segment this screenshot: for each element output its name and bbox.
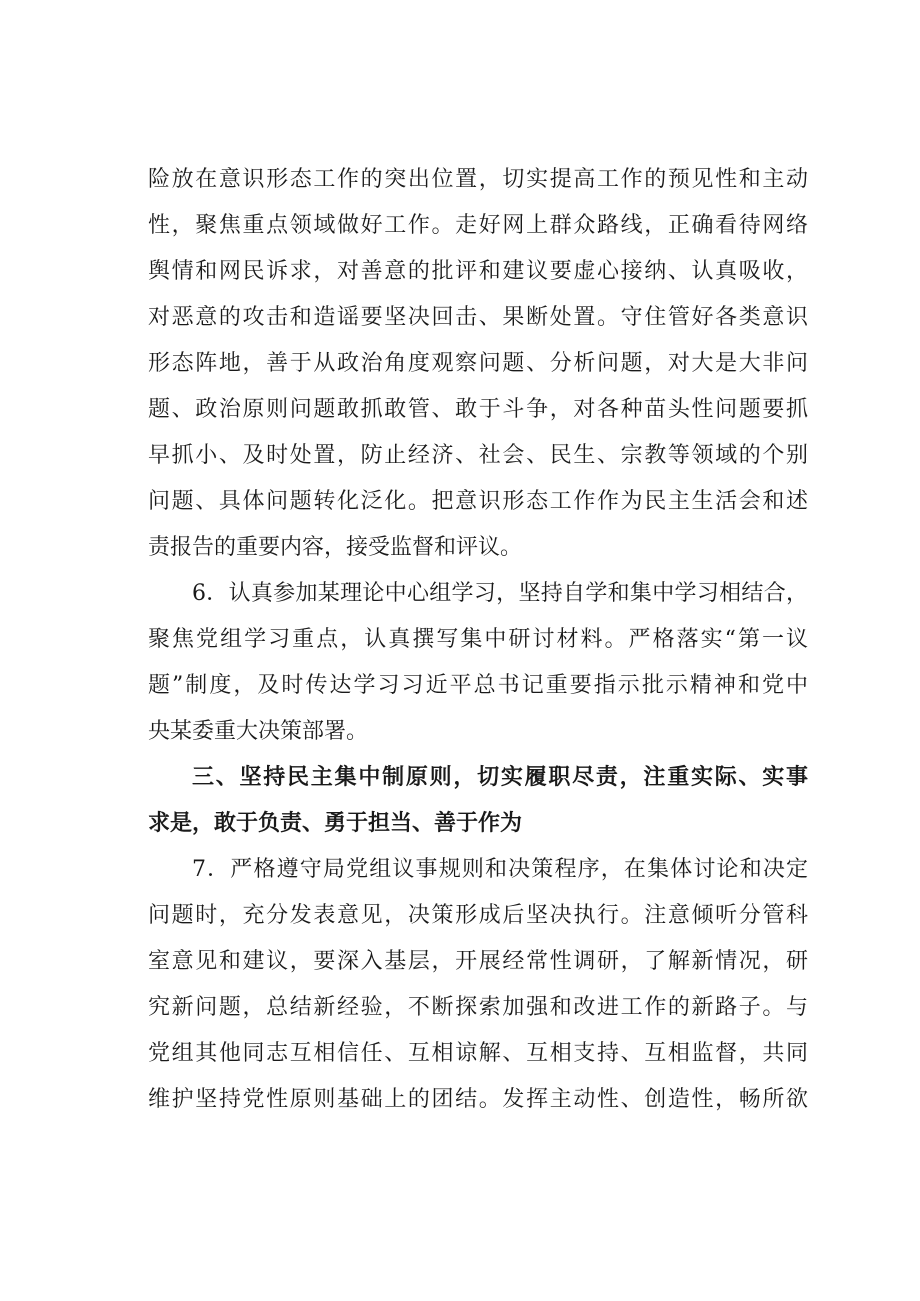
text-line: 央某委重大决策部署。 [148,719,369,744]
text-line: 究新问题，总结新经验，不断探索加强和改进工作的新路子。与 [148,995,808,1020]
paragraph-item-7 [148,847,808,1123]
text-line: 对恶意的攻击和造谣要坚决回击、果断处置。守住管好各类意识 [148,305,808,330]
text-line: 险放在意识形态工作的突出位置，切实提高工作的预见性和主动 [148,167,808,192]
paragraph-ideology-work [148,157,808,571]
text-line: 题、政治原则问题敢抓敢管、敢于斗争，对各种苗头性问题要抓 [148,397,808,422]
text-line: 问题、具体问题转化泛化。把意识形态工作作为民主生活会和述 [148,489,808,514]
heading-line: 求是，敢于负责、勇于担当、善于作为 [148,811,523,836]
text-line: 形态阵地，善于从政治角度观察问题、分析问题，对大是大非问 [148,351,808,376]
paragraph-item-6 [148,571,808,755]
text-line: 聚焦党组学习重点，认真撰写集中研讨材料。严格落实“第一议 [148,627,808,652]
text-line: 室意见和建议，要深入基层，开展经常性调研，了解新情况，研 [148,949,808,974]
text-line: 性，聚焦重点领域做好工作。走好网上群众路线，正确看待网络 [148,213,808,238]
text-line: 7．严格遵守局党组议事规则和决策程序，在集体讨论和决定 [192,857,808,882]
heading-line: 三、坚持民主集中制原则，切实履职尽责，注重实际、实事 [192,765,808,790]
text-line: 责报告的重要内容，接受监督和评议。 [148,535,523,560]
document-body [148,157,808,1123]
text-line: 早抓小、及时处置，防止经济、社会、民生、宗教等领域的个别 [148,443,808,468]
text-line: 6．认真参加某理论中心组学习，坚持自学和集中学习相结合， [192,581,808,606]
section-heading-3 [148,755,808,847]
text-line: 党组其他同志互相信任、互相谅解、互相支持、互相监督，共同 [148,1041,808,1066]
text-line: 舆情和网民诉求，对善意的批评和建议要虚心接纳、认真吸收， [148,259,808,284]
text-line: 问题时，充分发表意见，决策形成后坚决执行。注意倾听分管科 [148,903,808,928]
text-line: 题”制度，及时传达学习习近平总书记重要指示批示精神和党中 [148,673,808,698]
text-line: 维护坚持党性原则基础上的团结。发挥主动性、创造性，畅所欲 [148,1087,808,1112]
